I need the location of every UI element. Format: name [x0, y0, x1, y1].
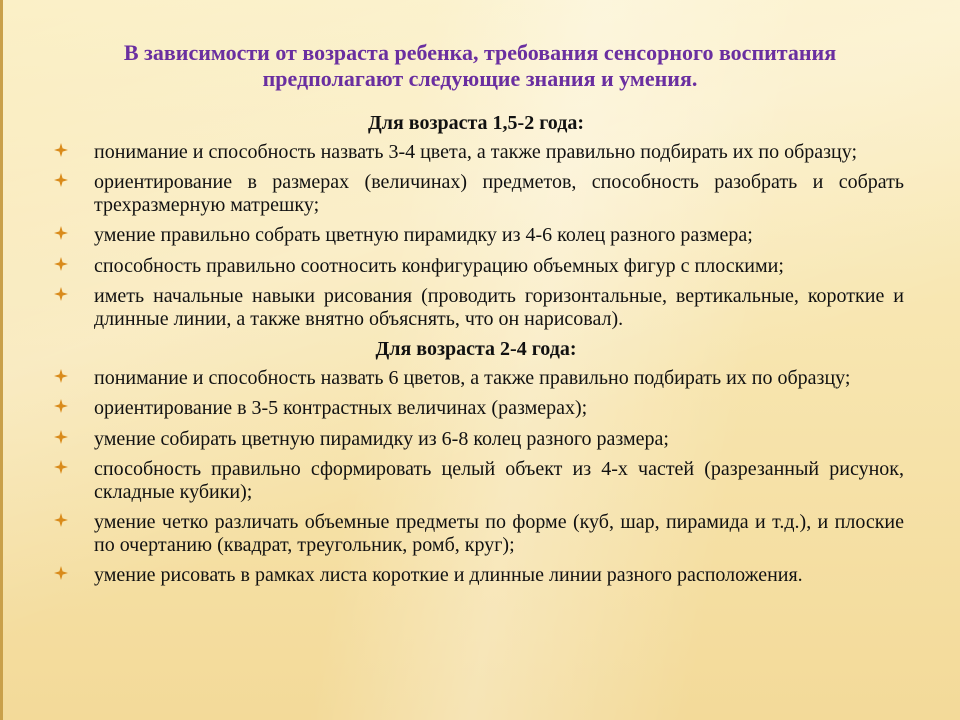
list-item-text: умение четко различать объемные предметы по форме (куб, шар, пирамида и т.д.), и плоские по очертанию (квадрат, треугольник, ромб, круг); — [94, 511, 904, 556]
star-bullet-icon — [54, 460, 68, 474]
slide-title: В зависимости от возраста ребенка, требования сенсорного воспитания предполагают следующие знания и умения. — [123, 40, 837, 91]
list-item-text: умение рисовать в рамках листа короткие и длинные линии разного расположения. — [94, 564, 803, 586]
list-item — [48, 458, 904, 503]
section-heading: Для возраста 1,5-2 года: — [367, 112, 584, 134]
section-heading: Для возраста 2-4 года: — [375, 338, 577, 360]
list-item — [48, 564, 904, 587]
list-item-text: умение собирать цветную пирамидку из 6-8 колец разного размера; — [94, 427, 669, 450]
age-section-1-5-2 — [48, 112, 904, 330]
list-item-text: способность правильно сформировать целый объект из 4-х частей (разрезанный рисунок, складные кубики); — [94, 458, 904, 503]
left-border-rule — [0, 0, 3, 720]
list-item-text: иметь начальные навыки рисования (проводить горизонтальные, вертикальные, короткие и длинные линии, а также внятно объяснять, что он нарисовал). — [94, 285, 904, 330]
list-item — [48, 255, 904, 278]
star-bullet-icon — [54, 257, 68, 271]
list-item — [48, 171, 904, 216]
list-item-text: понимание и способность назвать 6 цветов, а также правильно подбирать их по образцу; — [94, 366, 851, 389]
list-item-text: понимание и способность назвать 3-4 цвета, а также правильно подбирать их по образцу; — [94, 140, 858, 163]
slide-content — [48, 112, 904, 595]
list-item — [48, 141, 904, 164]
star-bullet-icon — [54, 430, 68, 444]
star-bullet-icon — [54, 143, 68, 157]
list-item-text: умение правильно собрать цветную пирамидку из 4-6 колец разного размера; — [94, 224, 753, 246]
list-item — [48, 367, 904, 390]
star-bullet-icon — [54, 566, 68, 580]
star-bullet-icon — [54, 399, 68, 413]
list-item-text: способность правильно соотносить конфигурацию объемных фигур с плоскими; — [94, 254, 784, 277]
list-item — [48, 511, 904, 556]
list-item — [48, 397, 904, 420]
list-item — [48, 428, 904, 451]
star-bullet-icon — [54, 226, 68, 240]
star-bullet-icon — [54, 173, 68, 187]
age-section-2-4 — [48, 338, 904, 587]
list-item-text: ориентирование в 3-5 контрастных величинах (размерах); — [94, 397, 588, 419]
list-item — [48, 285, 904, 330]
list-item-text: ориентирование в размерах (величинах) предметов, способность разобрать и собрать трехразмерную матрешку; — [94, 171, 904, 216]
star-bullet-icon — [54, 513, 68, 527]
star-bullet-icon — [54, 287, 68, 301]
star-bullet-icon — [54, 369, 68, 383]
list-item — [48, 224, 904, 247]
